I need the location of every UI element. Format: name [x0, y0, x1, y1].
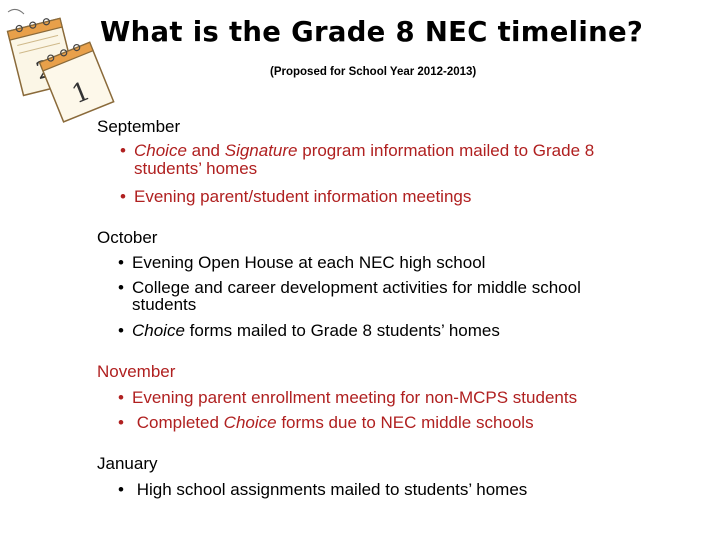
item-text: College and career development activities for middle school — [132, 278, 581, 297]
month-heading-october: October — [97, 228, 158, 247]
bullet: • — [120, 141, 126, 160]
program-name: Choice — [134, 141, 187, 160]
bullet: • — [118, 480, 124, 499]
doodle-line — [8, 9, 24, 14]
list-item — [118, 413, 534, 433]
item-text: program information mailed to Grade 8 — [297, 141, 595, 160]
month-heading-january: January — [97, 454, 158, 473]
bullet: • — [118, 253, 124, 272]
form-name: Choice — [132, 321, 185, 340]
bullet: • — [118, 388, 124, 407]
item-text: Evening parent/student information meetings — [134, 187, 472, 206]
bullet: • — [118, 321, 124, 340]
item-continuation: students’ homes — [134, 159, 258, 178]
bullet: • — [118, 413, 124, 432]
slide-subtitle: (Proposed for School Year 2012-2013) — [270, 66, 477, 78]
form-name: Choice — [223, 413, 277, 432]
item-text: Evening Open House at each NEC high school — [132, 253, 486, 272]
month-heading-november: November — [97, 362, 176, 381]
item-text: Completed — [132, 413, 224, 432]
list-item — [118, 388, 577, 408]
calendar-number-1: 1 — [67, 76, 95, 111]
list-item — [120, 141, 594, 179]
program-name: Signature — [224, 141, 298, 160]
month-heading-september: September — [97, 117, 181, 136]
list-item — [118, 321, 500, 341]
bullet: • — [118, 278, 124, 297]
list-item — [120, 187, 471, 207]
slide-title: What is the Grade 8 NEC timeline? — [100, 16, 644, 48]
bullet: • — [120, 187, 126, 206]
item-text: forms mailed to Grade 8 students’ homes — [184, 321, 500, 340]
item-text: and — [186, 141, 225, 160]
item-continuation: students — [132, 295, 197, 314]
item-text: forms due to NEC middle schools — [276, 413, 534, 432]
list-item — [118, 278, 581, 315]
list-item — [118, 253, 485, 273]
item-text: Evening parent enrollment meeting for non-MCPS students — [132, 388, 578, 407]
list-item — [118, 480, 527, 500]
item-text: High school assignments mailed to students’ homes — [132, 480, 528, 499]
